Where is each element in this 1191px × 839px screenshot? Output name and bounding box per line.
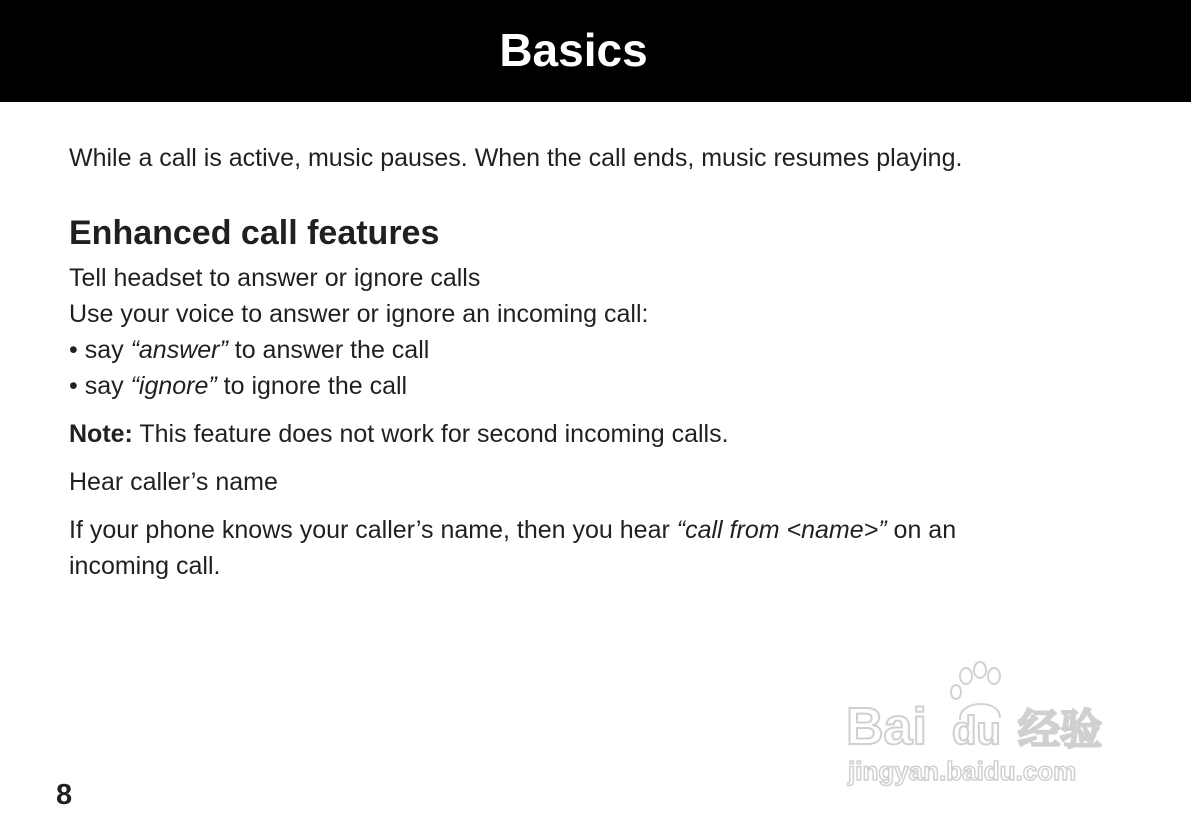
- section-heading: Enhanced call features: [69, 214, 440, 252]
- watermark-url: jingyan.baidu.com: [848, 756, 1077, 786]
- page-title: Basics: [499, 24, 648, 76]
- caller-phrase-close: >”: [863, 516, 887, 544]
- paw-toe-icon: [988, 668, 1000, 684]
- feature-title-answer-ignore: Tell headset to answer or ignore calls: [69, 264, 481, 292]
- intro-paragraph: While a call is active, music pauses. When the call ends, music resumes playing.: [69, 144, 963, 172]
- page-number: 8: [56, 779, 73, 811]
- watermark-brand: Bai: [846, 698, 927, 756]
- caller-phrase-open: “call from <: [676, 516, 802, 544]
- feature-title-caller-name: Hear caller’s name: [69, 468, 278, 496]
- note-text: This feature does not work for second incoming calls.: [132, 420, 729, 448]
- paw-toe-icon: [951, 685, 961, 699]
- bullet-ignore: [69, 368, 407, 404]
- bullet-ignore-prefix: • say: [69, 372, 131, 400]
- bullet-answer: [69, 332, 429, 368]
- baidu-watermark-logo: [840, 660, 1130, 790]
- watermark-cn: 经验: [1018, 705, 1103, 754]
- note-paragraph: [69, 416, 729, 452]
- note-label: Note:: [69, 420, 133, 448]
- caller-desc-suffix: on an: [886, 516, 957, 544]
- bullet-ignore-command: “ignore”: [130, 372, 217, 400]
- feature-desc-caller-name-line2: incoming call.: [69, 552, 221, 580]
- feature-desc-answer-ignore: Use your voice to answer or ignore an incoming call:: [69, 300, 649, 328]
- caller-desc-prefix: If your phone knows your caller’s name, then you hear: [69, 516, 677, 544]
- bullet-answer-prefix: • say: [69, 336, 131, 364]
- caller-phrase-name: name: [801, 516, 864, 544]
- watermark-brand2: du: [952, 709, 1001, 753]
- paw-toe-icon: [974, 662, 986, 678]
- bullet-ignore-suffix: to ignore the call: [216, 372, 408, 400]
- paw-toe-icon: [960, 668, 972, 684]
- feature-desc-caller-name-line1: [69, 512, 956, 548]
- header-bar: [0, 0, 1191, 102]
- bullet-answer-suffix: to answer the call: [227, 336, 430, 364]
- bullet-answer-command: “answer”: [130, 336, 228, 364]
